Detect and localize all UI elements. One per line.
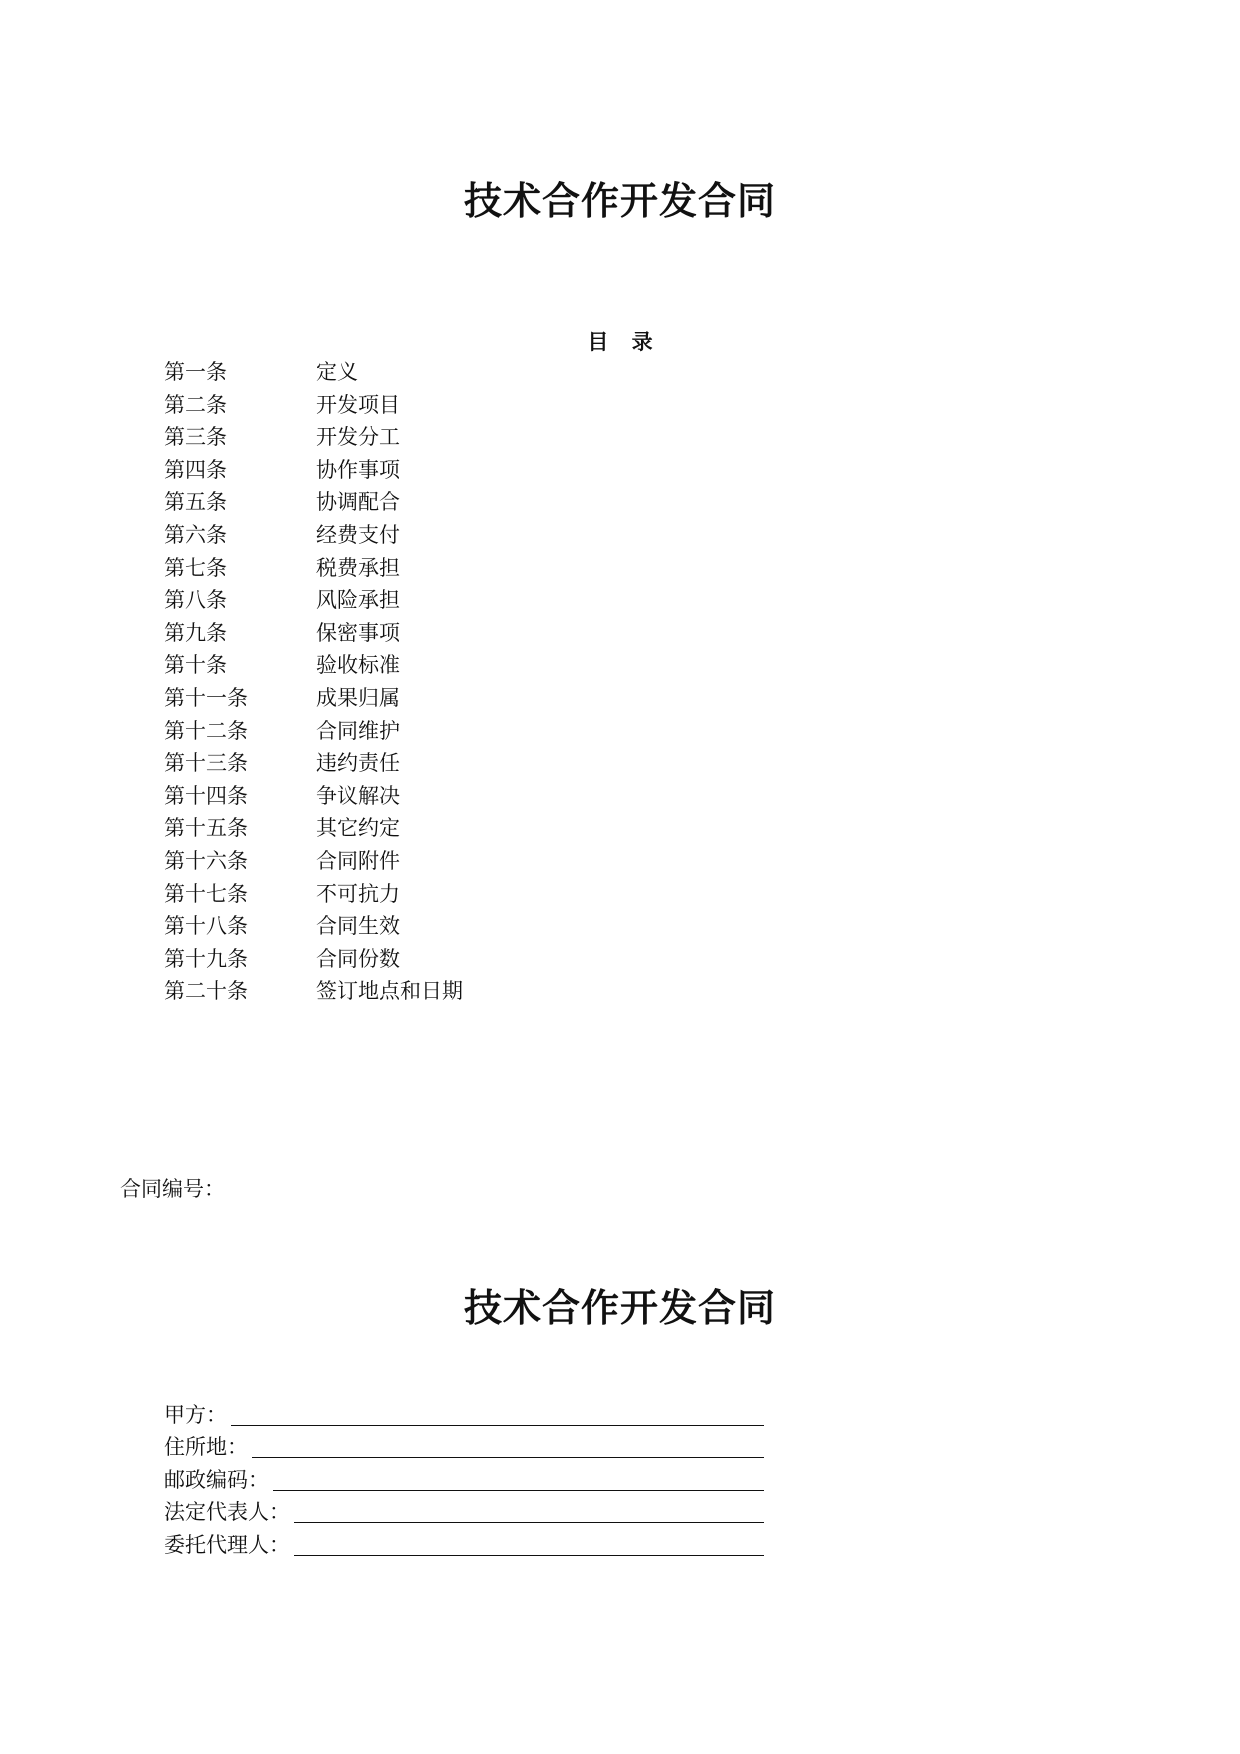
postal-code-label: 邮政编码：: [164, 1467, 269, 1492]
legal-representative-row: [164, 1494, 764, 1527]
authorized-agent-blank[interactable]: [294, 1533, 764, 1556]
toc-heading: 目 录: [587, 330, 653, 354]
toc-item-number: 第十八条: [164, 914, 248, 939]
toc-item: [164, 780, 463, 813]
toc-item-number: 第十七条: [164, 881, 248, 906]
toc-item: [164, 649, 463, 682]
toc-item-label: 经费支付: [316, 522, 400, 547]
toc-item: [164, 682, 463, 715]
postal-code-row: [164, 1461, 764, 1494]
toc-item-label: 税费承担: [316, 555, 400, 580]
toc-item: [164, 552, 463, 585]
address-blank[interactable]: [252, 1435, 764, 1458]
toc-item-number: 第十条: [164, 653, 227, 678]
toc-item-label: 合同维护: [316, 718, 400, 743]
contract-title: 技术合作开发合同: [463, 1286, 776, 1330]
toc-item-label: 成果归属: [316, 685, 400, 710]
toc-item-label: 合同生效: [316, 914, 400, 939]
toc-item-number: 第二十条: [164, 979, 248, 1004]
toc-item-label: 保密事项: [316, 620, 400, 645]
toc-item-label: 合同附件: [316, 848, 400, 873]
toc-item-label: 其它约定: [316, 816, 400, 841]
toc-item: [164, 910, 463, 943]
party-a-blank[interactable]: [231, 1403, 764, 1426]
toc-item: [164, 975, 463, 1008]
toc-item-label: 不可抗力: [316, 881, 400, 906]
toc-item-number: 第七条: [164, 555, 227, 580]
toc-item-label: 验收标准: [316, 653, 400, 678]
toc-item: [164, 943, 463, 976]
toc-item-number: 第九条: [164, 620, 227, 645]
toc-item: [164, 715, 463, 748]
legal-representative-label: 法定代表人：: [164, 1500, 290, 1525]
party-a-row: [164, 1396, 764, 1429]
authorized-agent-row: [164, 1526, 764, 1559]
document-title: 技术合作开发合同: [463, 179, 776, 223]
toc-item-number: 第十三条: [164, 751, 248, 776]
toc-item-number: 第五条: [164, 490, 227, 515]
toc-item-label: 开发分工: [316, 425, 400, 450]
table-of-contents: [164, 356, 463, 1008]
party-a-label: 甲方：: [164, 1402, 227, 1427]
toc-item: [164, 454, 463, 487]
toc-item-label: 风险承担: [316, 588, 400, 613]
toc-item-number: 第八条: [164, 588, 227, 613]
toc-item: [164, 519, 463, 552]
toc-item: [164, 617, 463, 650]
authorized-agent-label: 委托代理人：: [164, 1532, 290, 1557]
legal-representative-blank[interactable]: [294, 1500, 764, 1523]
address-row: [164, 1429, 764, 1462]
toc-item-number: 第十一条: [164, 685, 248, 710]
toc-item-label: 定义: [316, 360, 358, 384]
toc-item-label: 争议解决: [316, 783, 400, 808]
toc-item: [164, 747, 463, 780]
toc-item-label: 协调配合: [316, 490, 400, 515]
toc-item-number: 第十九条: [164, 946, 248, 971]
toc-item-number: 第一条: [164, 360, 227, 384]
postal-code-blank[interactable]: [273, 1468, 764, 1491]
toc-item: [164, 845, 463, 878]
toc-item-label: 签订地点和日期: [316, 979, 463, 1004]
toc-item-number: 第三条: [164, 425, 227, 450]
toc-item-number: 第四条: [164, 457, 227, 482]
address-label: 住所地：: [164, 1435, 248, 1460]
toc-item: [164, 584, 463, 617]
toc-item-number: 第二条: [164, 392, 227, 417]
toc-item: [164, 878, 463, 911]
toc-item-number: 第十五条: [164, 816, 248, 841]
party-info-form: [164, 1396, 764, 1559]
toc-item: [164, 486, 463, 519]
toc-item-label: 合同份数: [316, 946, 400, 971]
toc-item: [164, 356, 463, 389]
contract-number-label: 合同编号：: [120, 1177, 225, 1201]
toc-item-label: 违约责任: [316, 751, 400, 776]
toc-item-number: 第十二条: [164, 718, 248, 743]
toc-item-number: 第十四条: [164, 783, 248, 808]
toc-item: [164, 812, 463, 845]
toc-item-label: 开发项目: [316, 392, 400, 417]
toc-item: [164, 421, 463, 454]
toc-item-number: 第六条: [164, 522, 227, 547]
toc-item-label: 协作事项: [316, 457, 400, 482]
toc-item: [164, 389, 463, 422]
toc-item-number: 第十六条: [164, 848, 248, 873]
